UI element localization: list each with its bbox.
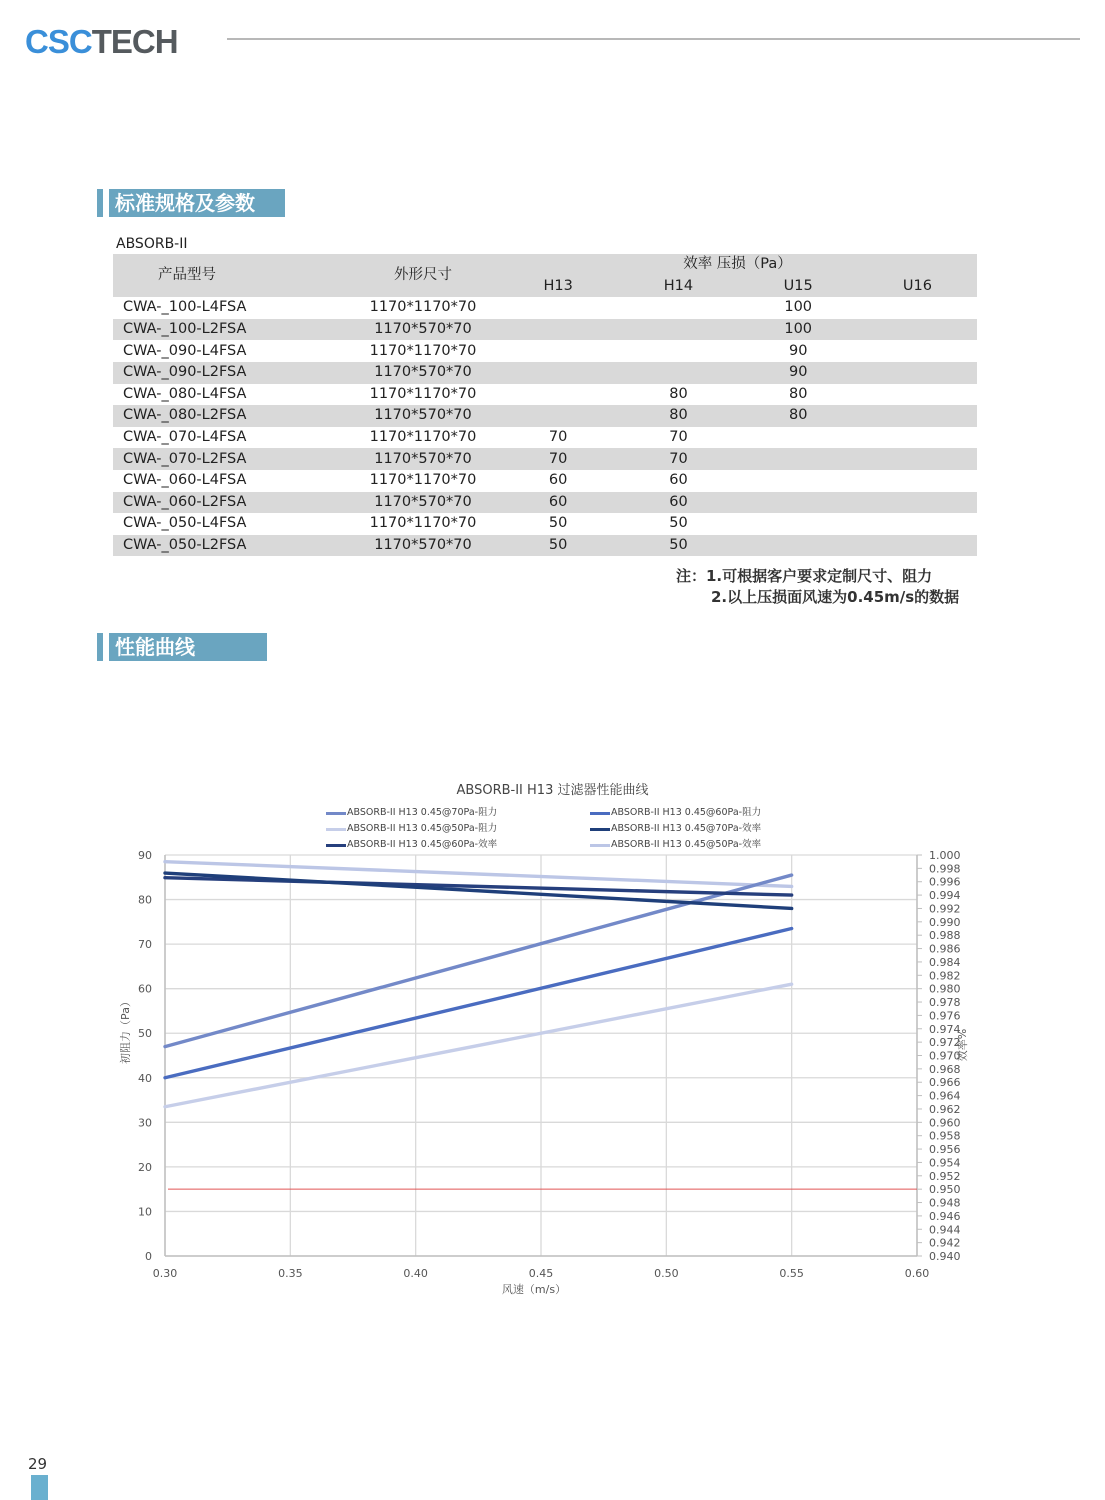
x-tick-label: 0.50 bbox=[654, 1267, 679, 1280]
note-2: 2.以上压损面风速为0.45m/s的数据 bbox=[711, 588, 960, 606]
y2-tick-label: 0.948 bbox=[929, 1196, 961, 1210]
size-cell: 1170*1170*70 bbox=[369, 385, 477, 402]
model-cell: CWA-_060-L4FSA bbox=[123, 472, 247, 489]
y2-tick-label: 1.000 bbox=[929, 849, 961, 862]
y2-tick-label: 0.982 bbox=[929, 969, 961, 983]
y2-tick-label: 0.984 bbox=[929, 955, 961, 969]
x-tick-label: 0.45 bbox=[528, 1267, 554, 1280]
y2-tick-label: 0.972 bbox=[929, 1036, 961, 1050]
chart-grid bbox=[165, 855, 917, 1256]
header-model: 产品型号 bbox=[113, 254, 348, 297]
header-u15: U15 bbox=[739, 276, 858, 298]
product-name: ABSORB-II bbox=[116, 236, 188, 252]
y2-tick-label: 0.978 bbox=[929, 996, 961, 1010]
legend-item: ABSORB-II H13 0.45@60Pa-效率 bbox=[326, 837, 497, 853]
model-cell: CWA-_080-L2FSA bbox=[113, 405, 348, 427]
x-tick-label: 0.55 bbox=[779, 1267, 804, 1280]
y2-tick-label: 0.944 bbox=[929, 1223, 961, 1237]
y2-tick-label: 0.994 bbox=[929, 889, 961, 903]
series-line bbox=[165, 873, 792, 908]
y-tick-label: 20 bbox=[138, 1160, 152, 1174]
y2-tick-label: 0.968 bbox=[929, 1062, 961, 1076]
x-tick-label: 0.40 bbox=[403, 1267, 428, 1280]
size-cell: 1170*570*70 bbox=[348, 405, 498, 427]
h14-cell: 70 bbox=[669, 429, 688, 446]
size-cell: 1170*570*70 bbox=[348, 492, 498, 514]
u15-cell: 100 bbox=[784, 299, 813, 316]
series-line bbox=[165, 862, 792, 887]
y-tick-label: 0 bbox=[145, 1250, 152, 1263]
h14-cell: 60 bbox=[669, 472, 688, 489]
size-cell: 1170*1170*70 bbox=[369, 472, 477, 489]
u15-cell: 90 bbox=[788, 342, 808, 359]
model-cell: CWA-_050-L4FSA bbox=[123, 515, 247, 532]
y2-tick-label: 0.964 bbox=[929, 1089, 961, 1103]
y-tick-label: 30 bbox=[138, 1116, 152, 1130]
model-cell: CWA-_080-L4FSA bbox=[123, 385, 247, 402]
x-axis-label: 风速（m/s） bbox=[501, 1283, 567, 1296]
y-tick-label: 90 bbox=[138, 849, 152, 862]
x-tick-label: 0.30 bbox=[152, 1267, 178, 1280]
y2-tick-label: 0.958 bbox=[929, 1129, 961, 1143]
series-line bbox=[165, 875, 792, 1047]
y-tick-label: 60 bbox=[138, 982, 152, 996]
h14-cell: 80 bbox=[618, 405, 738, 427]
y2-tick-label: 0.966 bbox=[929, 1076, 961, 1090]
y2-tick-label: 0.956 bbox=[929, 1143, 961, 1157]
y-axis-label: 初阻力（Pa） bbox=[119, 996, 132, 1064]
u15-cell: 90 bbox=[739, 362, 858, 384]
x-tick-label: 0.35 bbox=[278, 1267, 303, 1280]
header-u16: U16 bbox=[858, 276, 977, 298]
h14-cell: 60 bbox=[618, 492, 738, 514]
u15-cell: 100 bbox=[739, 319, 858, 341]
y2-tick-label: 0.962 bbox=[929, 1102, 961, 1116]
logo-tech: TECH bbox=[91, 23, 178, 60]
y-tick-label: 50 bbox=[138, 1027, 152, 1041]
y2-tick-label: 0.970 bbox=[929, 1049, 961, 1063]
y2-tick-label: 0.998 bbox=[929, 862, 961, 876]
y2-tick-label: 0.990 bbox=[929, 915, 961, 929]
y-tick-label: 40 bbox=[138, 1071, 152, 1085]
series-line bbox=[165, 878, 792, 895]
x-tick-label: 0.60 bbox=[904, 1267, 930, 1280]
size-cell: 1170*570*70 bbox=[348, 448, 498, 470]
y2-axis-label: 效率% bbox=[956, 1028, 969, 1062]
y2-tick-label: 0.950 bbox=[929, 1183, 961, 1197]
h13-cell: 70 bbox=[498, 448, 618, 470]
model-cell: CWA-_070-L2FSA bbox=[113, 448, 348, 470]
y2-tick-label: 0.988 bbox=[929, 929, 961, 943]
h13-cell: 50 bbox=[548, 515, 568, 532]
model-cell: CWA-_090-L2FSA bbox=[113, 362, 348, 384]
y-tick-label: 80 bbox=[138, 893, 152, 907]
model-cell: CWA-_090-L4FSA bbox=[123, 342, 247, 359]
h14-cell: 80 bbox=[669, 385, 688, 402]
u15-cell: 80 bbox=[788, 385, 808, 402]
page-tab-marker bbox=[31, 1475, 48, 1500]
page-number: 29 bbox=[28, 1455, 48, 1473]
chart-axes bbox=[165, 855, 922, 1256]
h14-cell: 70 bbox=[618, 448, 738, 470]
y-tick-label: 70 bbox=[138, 938, 152, 952]
y2-tick-label: 0.976 bbox=[929, 1009, 961, 1023]
h13-cell: 60 bbox=[498, 492, 618, 514]
logo-csc: CSC bbox=[25, 23, 92, 60]
model-cell: CWA-_100-L2FSA bbox=[113, 319, 348, 341]
y2-tick-label: 0.940 bbox=[929, 1250, 961, 1263]
size-cell: 1170*1170*70 bbox=[369, 342, 477, 359]
chart-tick-labels bbox=[138, 849, 961, 1280]
y2-tick-label: 0.952 bbox=[929, 1169, 961, 1183]
size-cell: 1170*570*70 bbox=[348, 535, 498, 557]
y2-tick-label: 0.946 bbox=[929, 1209, 961, 1223]
y2-tick-label: 0.992 bbox=[929, 902, 961, 916]
header-efficiency-pressure: 效率 压损（Pa） bbox=[498, 254, 977, 276]
h13-cell: 60 bbox=[548, 472, 568, 489]
y2-tick-label: 0.954 bbox=[929, 1156, 961, 1170]
chart-title: ABSORB-II H13 过滤器性能曲线 bbox=[456, 783, 649, 798]
y-tick-label: 10 bbox=[138, 1205, 152, 1219]
h14-cell: 50 bbox=[618, 535, 738, 557]
header-h13: H13 bbox=[498, 276, 618, 298]
model-cell: CWA-_070-L4FSA bbox=[123, 429, 247, 446]
header-h14: H14 bbox=[618, 276, 738, 298]
size-cell: 1170*1170*70 bbox=[369, 429, 477, 446]
model-cell: CWA-_100-L4FSA bbox=[123, 299, 247, 316]
y2-tick-label: 0.996 bbox=[929, 875, 961, 889]
size-cell: 1170*1170*70 bbox=[369, 299, 477, 316]
section-title-text: 性能曲线 bbox=[109, 633, 267, 661]
size-cell: 1170*570*70 bbox=[348, 319, 498, 341]
model-cell: CWA-_060-L2FSA bbox=[113, 492, 348, 514]
h13-cell: 70 bbox=[548, 429, 568, 446]
y2-tick-label: 0.942 bbox=[929, 1236, 961, 1250]
model-cell: CWA-_050-L2FSA bbox=[113, 535, 348, 557]
legend-item: ABSORB-II H13 0.45@60Pa-阻力 bbox=[590, 805, 761, 821]
y2-tick-label: 0.960 bbox=[929, 1116, 961, 1130]
y2-tick-label: 0.974 bbox=[929, 1022, 961, 1036]
header-size: 外形尺寸 bbox=[348, 254, 498, 297]
section-title-text: 标准规格及参数 bbox=[109, 189, 285, 217]
legend-item: ABSORB-II H13 0.45@50Pa-阻力 bbox=[326, 821, 497, 837]
y2-tick-label: 0.980 bbox=[929, 982, 961, 996]
size-cell: 1170*570*70 bbox=[348, 362, 498, 384]
legend-item: ABSORB-II H13 0.45@50Pa-效率 bbox=[590, 837, 761, 853]
u15-cell: 80 bbox=[739, 405, 858, 427]
legend-item: ABSORB-II H13 0.45@70Pa-阻力 bbox=[326, 805, 497, 821]
note-1: 注：1.可根据客户要求定制尺寸、阻力 bbox=[676, 567, 933, 585]
y2-tick-label: 0.986 bbox=[929, 942, 961, 956]
legend-item: ABSORB-II H13 0.45@70Pa-效率 bbox=[590, 821, 761, 837]
h14-cell: 50 bbox=[669, 515, 688, 532]
size-cell: 1170*1170*70 bbox=[369, 515, 477, 532]
h13-cell: 50 bbox=[498, 535, 618, 557]
